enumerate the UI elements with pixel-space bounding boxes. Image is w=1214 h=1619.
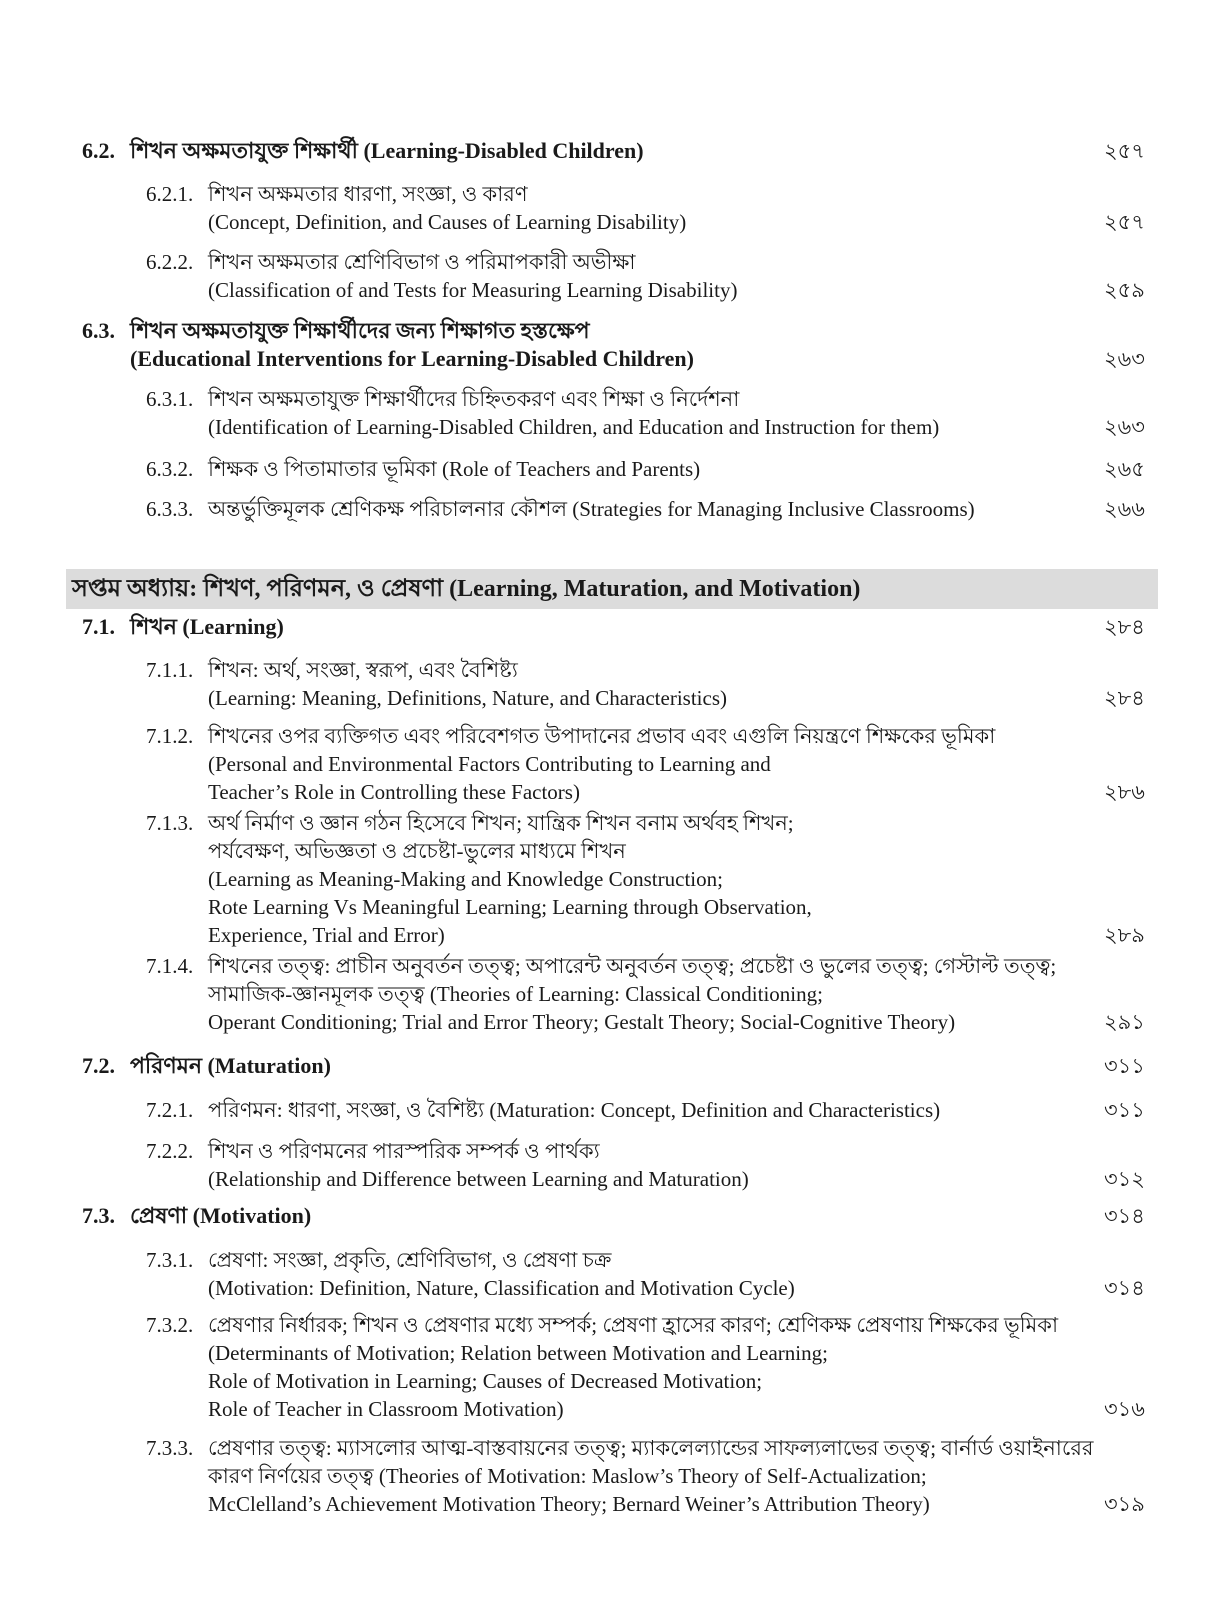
toc-title-line: (Personal and Environmental Factors Contributing to Learning and <box>208 752 771 776</box>
toc-number: 7.2.2. <box>146 1139 194 1163</box>
toc-title-line: (Motivation: Definition, Nature, Classification and Motivation Cycle) <box>208 1276 795 1300</box>
toc-number: 7.1. <box>82 614 115 639</box>
toc-title-line: শিখন অক্ষমতার ধারণা, সংজ্ঞা, ও কারণ <box>208 182 528 206</box>
toc-number: 6.2.2. <box>146 250 194 274</box>
toc-title-line: পরিণমন (Maturation) <box>130 1053 331 1078</box>
toc-title-line: কারণ নির্ণয়ের তত্ত্ব (Theories of Motivation: Maslow’s Theory of Self-Actualization; <box>208 1464 927 1488</box>
toc-title-line: (Learning: Meaning, Definitions, Nature, and Characteristics) <box>208 686 727 710</box>
toc-page-number: ২৬৫ <box>1104 457 1145 481</box>
toc-title-line: শিখন (Learning) <box>130 614 284 639</box>
toc-page-number: ২৫৭ <box>1104 139 1145 163</box>
chapter-heading: সপ্তম অধ্যায়: শিখণ, পরিণমন, ও প্রেষণা (Learning, Maturation, and Motivation) <box>72 576 861 602</box>
toc-title-line: শিখন অক্ষমতার শ্রেণিবিভাগ ও পরিমাপকারী অভীক্ষা <box>208 250 636 274</box>
toc-title-line: প্রেষণা: সংজ্ঞা, প্রকৃতি, শ্রেণিবিভাগ, ও প্রেষণা চক্র <box>208 1248 612 1272</box>
toc-page-number: ৩১৯ <box>1104 1492 1145 1516</box>
toc-number: 7.3. <box>82 1203 115 1228</box>
toc-title-line: (Determinants of Motivation; Relation between Motivation and Learning; <box>208 1341 828 1365</box>
toc-number: 7.2.1. <box>146 1098 194 1122</box>
toc-title-line: শিখনের ওপর ব্যক্তিগত এবং পরিবেশগত উপাদানের প্রভাব এবং এগুলি নিয়ন্ত্রণে শিক্ষকের ভূমিকা <box>208 724 996 748</box>
toc-number: 6.3. <box>82 318 115 343</box>
toc-title-line: Operant Conditioning; Trial and Error Theory; Gestalt Theory; Social-Cognitive Theory) <box>208 1010 956 1034</box>
toc-number: 6.2. <box>82 138 115 163</box>
toc-title-line: শিখন অক্ষমতাযুক্ত শিক্ষার্থী (Learning-Disabled Children) <box>130 138 644 163</box>
toc-page-number: ৩১১ <box>1104 1098 1145 1122</box>
toc-title-line: শিখনের তত্ত্ব: প্রাচীন অনুবর্তন তত্ত্ব; অপারেন্ট অনুবর্তন তত্ত্ব; প্রচেষ্টা ও ভুলের তত্ত্ব; গেস্টাল্ট তত্ত্ব; <box>208 954 1057 978</box>
toc-number: 7.3.1. <box>146 1248 194 1272</box>
toc-number: 6.2.1. <box>146 182 194 206</box>
toc-title-line: শিখন ও পরিণমনের পারস্পরিক সম্পর্ক ও পার্থক্য <box>208 1139 600 1163</box>
toc-title-line: Rote Learning Vs Meaningful Learning; Learning through Observation, <box>208 895 812 919</box>
toc-page-number: ২৬৬ <box>1104 497 1145 521</box>
toc-page-number: ২৬৩ <box>1104 347 1145 371</box>
toc-page-number: ২৮৬ <box>1104 780 1145 804</box>
toc-title-line: পরিণমন: ধারণা, সংজ্ঞা, ও বৈশিষ্ট্য (Maturation: Concept, Definition and Characteristics) <box>208 1098 941 1122</box>
toc-title-line: প্রেষণার তত্ত্ব: ম্যাসলোর আত্ম-বাস্তবায়নের তত্ত্ব; ম্যাকলেল্যান্ডের সাফল্যলাভের তত্ত্ব; বার্নার্ড ওয়াইনারের <box>208 1436 1094 1460</box>
toc-page-number: ৩১২ <box>1104 1167 1145 1191</box>
toc-title-line: শিখন অক্ষমতাযুক্ত শিক্ষার্থীদের জন্য শিক্ষাগত হস্তক্ষেপ <box>130 318 590 343</box>
toc-page-number: ৩১১ <box>1104 1054 1145 1078</box>
toc-title-line: (Identification of Learning-Disabled Children, and Education and Instruction for them) <box>208 415 940 439</box>
toc-page-number: ২৬৩ <box>1104 415 1145 439</box>
toc-number: 6.3.2. <box>146 457 194 481</box>
toc-title-line: সামাজিক-জ্ঞানমূলক তত্ত্ব (Theories of Learning: Classical Conditioning; <box>208 982 823 1006</box>
toc-page-number: ২৫৯ <box>1104 278 1145 302</box>
toc-title-line: (Concept, Definition, and Causes of Learning Disability) <box>208 210 687 234</box>
toc-page-number: ২৮৪ <box>1104 615 1145 639</box>
toc-page-number: ৩১৪ <box>1104 1204 1145 1228</box>
toc-title-line: প্রেষণার নির্ধারক; শিখন ও প্রেষণার মধ্যে সম্পর্ক; প্রেষণা হ্রাসের কারণ; শ্রেণিকক্ষ প্রেষণায় শিক্ষকের ভূমিকা <box>208 1313 1059 1337</box>
toc-page-number: ২৫৭ <box>1104 210 1145 234</box>
toc-page-number: ২৯১ <box>1104 1010 1145 1034</box>
toc-title-line: শিখন: অর্থ, সংজ্ঞা, স্বরূপ, এবং বৈশিষ্ট্য <box>208 658 518 682</box>
toc-number: 6.3.1. <box>146 387 194 411</box>
toc-title-line: Role of Motivation in Learning; Causes of Decreased Motivation; <box>208 1369 763 1393</box>
toc-title-line: অর্থ নির্মাণ ও জ্ঞান গঠন হিসেবে শিখন; যান্ত্রিক শিখন বনাম অর্থবহ শিখন; <box>208 811 794 835</box>
toc-number: 7.1.4. <box>146 954 194 978</box>
toc-page-number: ৩১৪ <box>1104 1276 1145 1300</box>
toc-title-line: শিক্ষক ও পিতামাতার ভূমিকা (Role of Teachers and Parents) <box>208 457 701 481</box>
toc-title-line: পর্যবেক্ষণ, অভিজ্ঞতা ও প্রচেষ্টা-ভুলের মাধ্যমে শিখন <box>208 839 626 863</box>
toc-page-number: ২৮৯ <box>1104 923 1145 947</box>
toc-title-line: Teacher’s Role in Controlling these Factors) <box>208 780 580 804</box>
toc-title-line: (Learning as Meaning-Making and Knowledge Construction; <box>208 867 723 891</box>
toc-number: 6.3.3. <box>146 497 194 521</box>
toc-title-line: শিখন অক্ষমতাযুক্ত শিক্ষার্থীদের চিহ্নিতকরণ এবং শিক্ষা ও নির্দেশনা <box>208 387 740 411</box>
toc-title-line: Experience, Trial and Error) <box>208 923 445 947</box>
toc-title-line: অন্তর্ভুক্তিমূলক শ্রেণিকক্ষ পরিচালনার কৌশল (Strategies for Managing Inclusive Classrooms) <box>208 497 975 521</box>
toc-page-number: ২৮৪ <box>1104 686 1145 710</box>
toc-number: 7.3.3. <box>146 1436 194 1460</box>
toc-title-line: McClelland’s Achievement Motivation Theory; Bernard Weiner’s Attribution Theory) <box>208 1492 930 1516</box>
toc-number: 7.2. <box>82 1053 115 1078</box>
toc-title-line: (Relationship and Difference between Learning and Maturation) <box>208 1167 749 1191</box>
toc-title-line: (Classification of and Tests for Measuring Learning Disability) <box>208 278 738 302</box>
toc-title-line: প্রেষণা (Motivation) <box>130 1203 312 1228</box>
toc-number: 7.1.1. <box>146 658 194 682</box>
toc-number: 7.3.2. <box>146 1313 194 1337</box>
toc-title-line: (Educational Interventions for Learning-Disabled Children) <box>130 346 694 371</box>
toc-number: 7.1.3. <box>146 811 194 835</box>
toc-page-number: ৩১৬ <box>1104 1397 1145 1421</box>
toc-title-line: Role of Teacher in Classroom Motivation) <box>208 1397 564 1421</box>
toc-number: 7.1.2. <box>146 724 194 748</box>
